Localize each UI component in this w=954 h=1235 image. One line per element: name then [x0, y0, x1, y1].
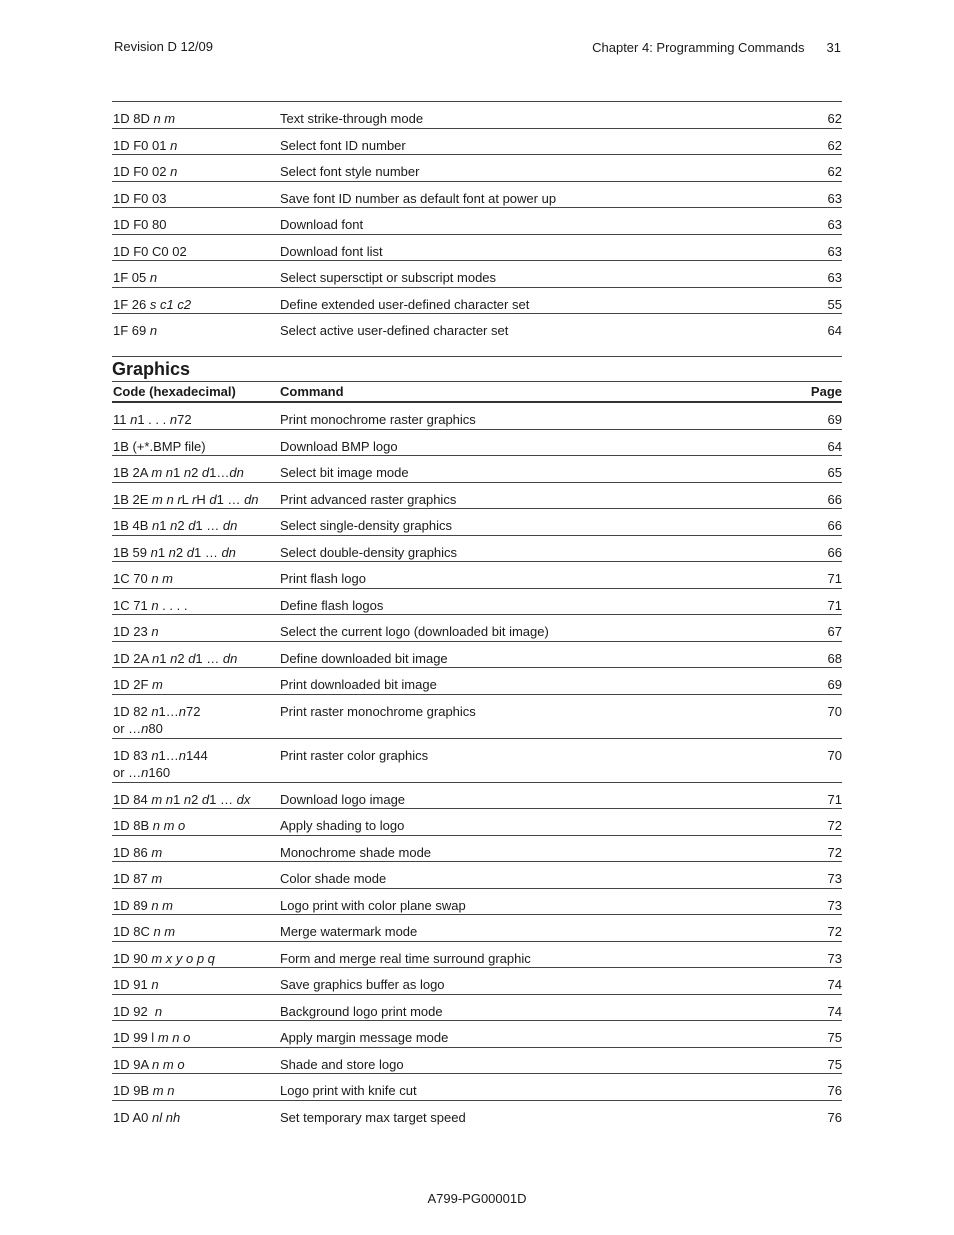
code-parameter: n m: [151, 897, 173, 913]
page-reference: 62: [827, 137, 842, 153]
code-parameter: m x y o p q: [151, 950, 215, 966]
command-description: Print advanced raster graphics: [280, 491, 457, 507]
table-row: [112, 615, 842, 642]
command-description: Download font list: [280, 243, 383, 259]
code-parameter: n: [183, 465, 192, 480]
code-parameter: d: [201, 465, 210, 480]
code-parameter: n m: [153, 924, 176, 939]
code-bytes: 1 …: [209, 791, 237, 807]
command-description: Select supersctipt or subscript modes: [280, 270, 497, 285]
table-column-headers: [112, 381, 842, 403]
table-row: [112, 456, 842, 483]
command-description: Apply shading to logo: [280, 818, 405, 833]
command-description: Print monochrome raster graphics: [280, 412, 476, 427]
code-bytes: 2: [177, 650, 189, 666]
command-description: Select font ID number: [280, 137, 406, 153]
table-row: [112, 915, 842, 942]
command-code: [113, 791, 250, 808]
page-reference: 72: [827, 844, 842, 860]
code-parameter: nl nh: [152, 1109, 181, 1125]
table-row: [112, 783, 842, 810]
table-row: [112, 155, 842, 182]
code-parameter: n: [151, 703, 159, 719]
code-bytes: 1 . . .: [137, 412, 170, 427]
command-description: Print flash logo: [280, 571, 366, 586]
table-row: [112, 942, 842, 969]
command-description: Merge watermark mode: [280, 924, 418, 939]
code-parameter: n: [154, 1003, 163, 1019]
command-description: Form and merge real time surround graphic: [280, 950, 531, 966]
command-description: Select single-density graphics: [280, 518, 452, 533]
table-row: [112, 862, 842, 889]
page-reference: 71: [827, 597, 842, 613]
command-description: Define flash logos: [280, 597, 384, 613]
command-code: [113, 747, 208, 781]
code-parameter: n: [170, 137, 178, 153]
code-parameter: s c1 c2: [149, 296, 192, 312]
command-code: [113, 243, 187, 260]
command-description: Select font style number: [280, 164, 420, 179]
code-bytes: 72: [186, 703, 201, 719]
command-description: Background logo print mode: [280, 1003, 443, 1019]
command-description: Save graphics buffer as logo: [280, 977, 445, 992]
code-bytes: 1: [172, 465, 184, 480]
code-parameter: n: [169, 412, 178, 427]
code-bytes: 1B 4B: [113, 518, 153, 533]
code-bytes: 1D 99 l: [113, 1030, 158, 1045]
page-reference: 73: [827, 897, 842, 913]
code-parameter: m: [151, 871, 163, 886]
code-bytes: 1D 86: [113, 844, 152, 860]
code-parameter: n: [178, 747, 187, 763]
page-reference: 55: [827, 296, 842, 312]
command-description: Set temporary max target speed: [280, 1109, 466, 1125]
commands-table-continued: [112, 101, 842, 341]
code-parameter: n: [151, 747, 159, 763]
page-reference: 67: [827, 624, 842, 639]
code-bytes: 1F 05: [113, 270, 150, 285]
page-reference: 73: [827, 950, 842, 966]
table-row: [112, 536, 842, 563]
command-code: [113, 1029, 190, 1046]
column-header-page: Page: [810, 384, 842, 399]
table-row: [112, 1074, 842, 1101]
code-bytes: 1D F0 03: [113, 190, 167, 206]
command-code: [113, 597, 187, 614]
command-description: Logo print with knife cut: [280, 1083, 417, 1098]
table-row: [112, 668, 842, 695]
table-row: [112, 739, 842, 783]
command-code: [113, 110, 175, 127]
code-parameter: n m o: [152, 818, 186, 833]
table-row: [112, 314, 842, 341]
code-parameter: n: [152, 650, 160, 666]
page-reference: 73: [827, 871, 842, 886]
page-reference: 74: [827, 977, 842, 992]
code-bytes: 1 …: [216, 491, 245, 507]
code-parameter: n: [152, 518, 160, 533]
command-description: Download font: [280, 217, 364, 232]
code-parameter: d: [201, 791, 210, 807]
code-bytes: 2: [191, 791, 202, 807]
command-description: Select double-density graphics: [280, 544, 458, 560]
table-row: [112, 562, 842, 589]
code-parameter: n: [149, 270, 158, 285]
command-description: Select active user-defined character set: [280, 323, 509, 338]
code-parameter: dn: [222, 518, 238, 533]
page-reference: 65: [827, 465, 842, 480]
code-parameter: n: [130, 412, 138, 427]
command-code: [113, 817, 185, 834]
command-code: [113, 544, 236, 561]
code-bytes: 160: [148, 764, 171, 780]
page-reference: 66: [827, 518, 842, 533]
chapter-title: Chapter 4: Programming Commands: [592, 40, 805, 55]
code-parameter: m n: [151, 465, 173, 480]
command-description: Logo print with color plane swap: [280, 897, 466, 913]
code-bytes: 144: [186, 747, 208, 763]
command-description: Define downloaded bit image: [280, 650, 448, 666]
page-reference: 75: [827, 1030, 842, 1045]
command-description: Select the current logo (downloaded bit image): [280, 624, 549, 639]
code-parameter: n: [151, 597, 159, 613]
page-reference: 71: [827, 791, 842, 807]
command-code: [113, 411, 192, 428]
code-bytes: 1D 90: [113, 950, 152, 966]
table-row: [112, 695, 842, 739]
code-parameter: n: [183, 791, 192, 807]
command-description: Save font ID number as default font at power up: [280, 190, 557, 206]
command-code: [113, 923, 175, 940]
code-parameter: m n: [151, 791, 173, 807]
code-parameter: n m: [151, 571, 173, 586]
command-code: [113, 438, 206, 455]
page-reference: 76: [827, 1109, 842, 1125]
code-parameter: dn: [229, 465, 244, 480]
table-row: [112, 1048, 842, 1075]
code-parameter: d: [209, 491, 217, 507]
table-row: [112, 403, 842, 430]
code-bytes: 1D 89: [113, 897, 152, 913]
page-reference: 63: [827, 270, 842, 285]
code-bytes: 1D 2A: [113, 650, 153, 666]
code-bytes: 1B 2E: [113, 491, 153, 507]
code-bytes: 1D 92: [113, 1003, 155, 1019]
code-bytes: 1D 82: [113, 703, 152, 719]
code-bytes: 1 …: [193, 544, 222, 560]
command-description: Print raster monochrome graphics: [280, 703, 476, 719]
code-bytes: H: [196, 491, 210, 507]
table-row: [112, 836, 842, 863]
command-code: [113, 269, 157, 286]
code-bytes: 1F 69: [113, 323, 150, 338]
table-row: [112, 968, 842, 995]
document-id: A799-PG00001D: [427, 1191, 527, 1206]
code-parameter: m n r: [152, 491, 182, 507]
command-code: [113, 464, 244, 481]
table-row: [112, 889, 842, 916]
page-reference: 74: [827, 1003, 842, 1019]
code-bytes: 72: [177, 412, 192, 427]
table-row: [112, 483, 842, 510]
code-bytes: 1F 26: [113, 296, 150, 312]
page-reference: 72: [827, 924, 842, 939]
command-description: Select bit image mode: [280, 465, 409, 480]
command-description: Apply margin message mode: [280, 1030, 449, 1045]
running-header: [592, 40, 841, 55]
code-bytes: 11: [113, 412, 131, 427]
code-bytes: 80: [148, 720, 163, 736]
table-row: [112, 235, 842, 262]
table-row: [112, 995, 842, 1022]
page-reference: 70: [827, 747, 842, 763]
code-bytes: 1B 2A: [113, 465, 152, 480]
page-reference: 66: [827, 491, 842, 507]
page-reference: 75: [827, 1056, 842, 1072]
section-title: Graphics: [112, 359, 191, 379]
column-header-code: Code (hexadecimal): [113, 384, 236, 399]
column-header-command: Command: [280, 384, 344, 399]
code-bytes: 1D A0: [113, 1109, 153, 1125]
table-row: [112, 102, 842, 129]
table-row: [112, 129, 842, 156]
code-bytes: 1D 8C: [113, 924, 154, 939]
page-reference: 62: [827, 164, 842, 179]
code-parameter: n: [141, 720, 149, 736]
command-code: [113, 844, 162, 861]
command-description: Define extended user-defined character set: [280, 296, 530, 312]
code-parameter: n: [170, 518, 178, 533]
command-code: [113, 623, 159, 640]
code-parameter: m n: [152, 1083, 175, 1098]
code-bytes: 1: [159, 518, 171, 533]
code-parameter: dn: [222, 650, 238, 666]
page-reference: 63: [827, 243, 842, 259]
code-bytes: 1D 83: [113, 747, 152, 763]
code-bytes: 1: [159, 650, 171, 666]
table-row: [112, 430, 842, 457]
code-parameter: m n o: [157, 1030, 191, 1045]
code-parameter: n: [150, 544, 158, 560]
code-parameter: dn: [244, 491, 259, 507]
table-row: [112, 1101, 842, 1128]
command-code: [113, 1109, 180, 1126]
command-code: [113, 1082, 174, 1099]
command-description: Color shade mode: [280, 871, 387, 886]
code-parameter: m: [151, 844, 163, 860]
code-parameter: n: [141, 764, 149, 780]
command-code: [113, 650, 237, 667]
code-parameter: n: [170, 650, 178, 666]
code-bytes: 1D F0 02: [113, 164, 171, 179]
command-code: [113, 137, 177, 154]
command-code: [113, 870, 162, 887]
code-bytes: 1…: [209, 465, 230, 480]
command-code: [113, 570, 173, 587]
page-reference: 64: [827, 323, 842, 338]
command-code: [113, 976, 159, 993]
code-bytes: 1: [172, 791, 184, 807]
code-parameter: dx: [236, 791, 251, 807]
page-reference: 62: [827, 111, 842, 126]
page-reference: 64: [827, 438, 842, 454]
table-row: [112, 642, 842, 669]
code-bytes: . . . .: [158, 597, 188, 613]
code-parameter: n: [178, 703, 187, 719]
table-row: [112, 589, 842, 616]
command-code: [113, 897, 173, 914]
code-parameter: n: [151, 977, 159, 992]
code-bytes: 1C 70: [113, 571, 152, 586]
command-description: Monochrome shade mode: [280, 844, 432, 860]
code-parameter: n: [149, 323, 158, 338]
code-bytes: 1B 59: [113, 544, 151, 560]
page-reference: 69: [827, 412, 842, 427]
code-bytes: 1…: [158, 703, 179, 719]
command-code: [113, 163, 177, 180]
command-code: [113, 703, 200, 737]
command-description: Text strike-through mode: [280, 111, 424, 126]
command-code: [113, 517, 237, 534]
command-description: Print downloaded bit image: [280, 677, 437, 692]
code-parameter: n: [151, 624, 159, 639]
code-bytes: 1D 8D: [113, 111, 154, 126]
table-row: [112, 288, 842, 315]
code-bytes: 1D 87: [113, 871, 152, 886]
code-bytes: 1 …: [195, 650, 223, 666]
page-reference: 63: [827, 217, 842, 232]
command-code: [113, 296, 191, 313]
code-bytes: 1: [157, 544, 169, 560]
code-bytes: 2: [177, 518, 189, 533]
code-bytes: 1D 84: [113, 791, 152, 807]
command-code: [113, 322, 157, 339]
code-parameter: dn: [221, 544, 236, 560]
code-bytes: 1D F0 01: [113, 137, 171, 153]
command-code: [113, 950, 215, 967]
code-bytes: 1D 91: [113, 977, 152, 992]
page-reference: 63: [827, 190, 842, 206]
command-code: [113, 491, 259, 508]
code-bytes: 2: [175, 544, 187, 560]
code-bytes: 1…: [158, 747, 179, 763]
code-bytes: 1D 9A: [113, 1056, 153, 1072]
command-code: [113, 676, 163, 693]
code-parameter: n: [170, 164, 178, 179]
code-parameter: d: [188, 518, 196, 533]
code-bytes: 1D 23: [113, 624, 152, 639]
code-bytes: 1D 2F: [113, 677, 153, 692]
revision-label: Revision D 12/09: [114, 39, 213, 54]
code-bytes: 1D 8B: [113, 818, 153, 833]
page-reference: 71: [827, 571, 842, 586]
command-description: Shade and store logo: [280, 1056, 404, 1072]
command-description: Download BMP logo: [280, 438, 398, 454]
command-code: [113, 1003, 162, 1020]
page-reference: 68: [827, 650, 842, 666]
command-description: Download logo image: [280, 791, 406, 807]
section-header: [112, 356, 842, 379]
code-parameter: n m: [153, 111, 176, 126]
page-reference: 76: [827, 1083, 842, 1098]
code-bytes: 1D 9B: [113, 1083, 153, 1098]
page-reference: 66: [827, 544, 842, 560]
page-reference: 70: [827, 703, 842, 719]
code-bytes: or …: [113, 720, 142, 736]
page-number: 31: [826, 40, 841, 55]
command-description: Print raster color graphics: [280, 747, 429, 763]
page-reference: 69: [827, 677, 842, 692]
command-code: [113, 216, 166, 233]
code-bytes: 1 …: [195, 518, 223, 533]
table-row: [112, 1021, 842, 1048]
table-row: [112, 809, 842, 836]
table-row: [112, 509, 842, 536]
code-parameter: d: [188, 650, 196, 666]
graphics-commands-table: [112, 403, 842, 1127]
command-code: [113, 190, 166, 207]
code-bytes: L: [181, 491, 193, 507]
code-bytes: or …: [113, 764, 142, 780]
code-bytes: 1B (+*.BMP file): [113, 438, 206, 454]
code-parameter: n: [168, 544, 176, 560]
code-parameter: r: [192, 491, 197, 507]
code-bytes: 1C 71: [113, 597, 152, 613]
code-bytes: 1D F0 C0 02: [113, 243, 187, 259]
page-reference: 72: [827, 818, 842, 833]
command-code: [113, 1056, 185, 1073]
table-row: [112, 182, 842, 209]
table-row: [112, 208, 842, 235]
table-row: [112, 261, 842, 288]
code-parameter: n m o: [152, 1056, 185, 1072]
code-parameter: m: [152, 677, 163, 692]
code-bytes: 1D F0 80: [113, 217, 167, 232]
code-bytes: 2: [191, 465, 202, 480]
code-parameter: d: [186, 544, 194, 560]
